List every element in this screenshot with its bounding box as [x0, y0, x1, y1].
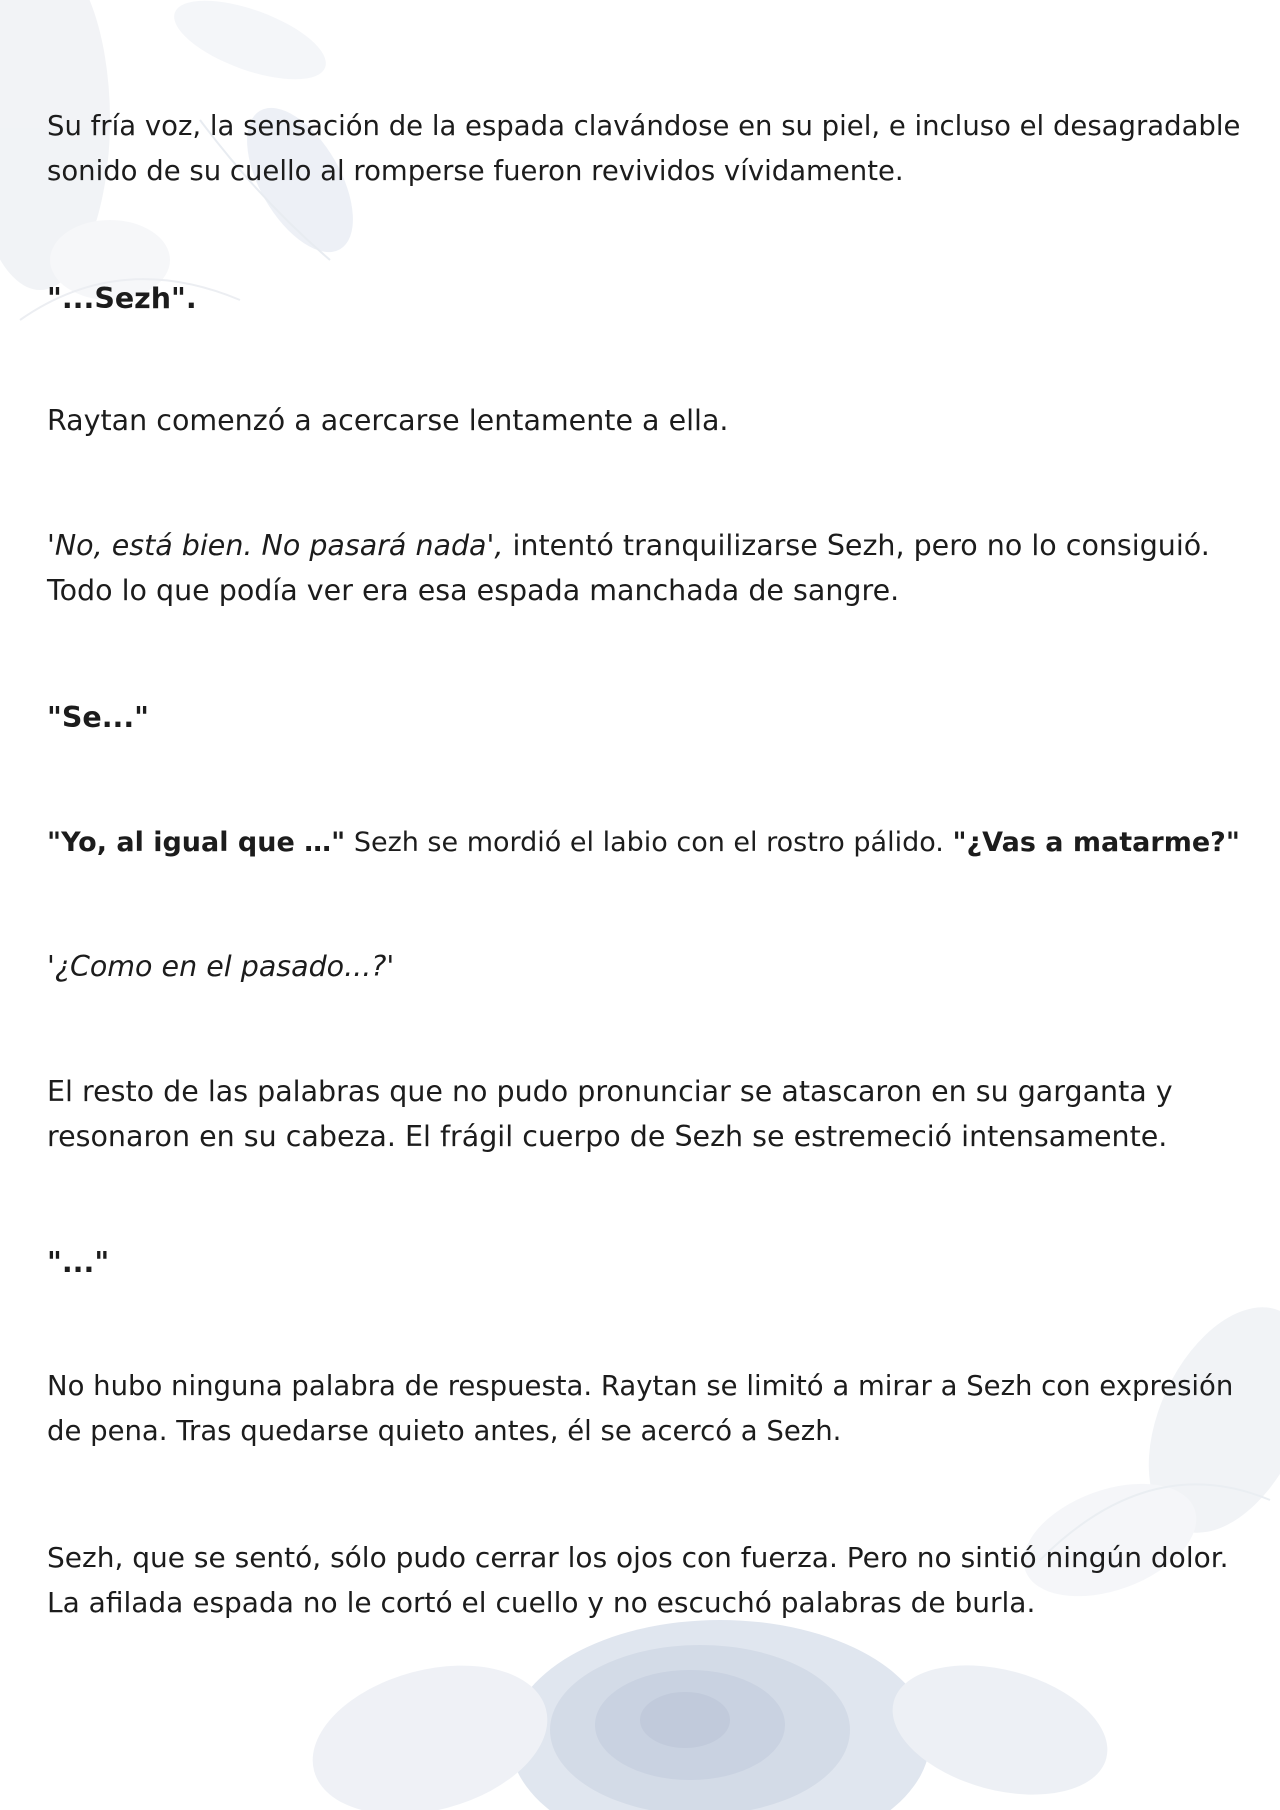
text-span: sonido de su cuello al romperse fueron revividos vívidamente.	[47, 155, 904, 187]
text-span: El resto de las palabras que no pudo pronunciar se atascaron en su garganta y	[47, 1075, 1173, 1108]
paragraph-1	[47, 104, 1240, 194]
paragraph-9	[47, 1240, 109, 1285]
paragraph-2	[47, 276, 197, 321]
paragraph-6	[47, 820, 1240, 865]
text-span: Su fría voz, la sensación de la espada clavándose en su piel, e incluso el desagradable	[47, 110, 1241, 142]
dialogue-bold: "..."	[47, 1246, 110, 1279]
text-span: Todo lo que podía ver era esa espada manchada de sangre.	[47, 574, 900, 607]
thought-italic: '¿Como en el pasado...?'	[47, 950, 395, 983]
dialogue-bold: "Se..."	[47, 701, 150, 734]
paragraph-8	[47, 1069, 1173, 1159]
dialogue-bold: "Yo, al igual que …"	[47, 827, 346, 858]
paragraph-7	[47, 944, 394, 989]
dialogue-bold: "¿Vas a matarme?"	[952, 827, 1240, 858]
paragraph-3	[47, 398, 728, 443]
paragraph-10	[47, 1364, 1233, 1454]
paragraph-5	[47, 695, 149, 740]
text-span: La afilada espada no le cortó el cuello y no escuchó palabras de burla.	[47, 1586, 1036, 1619]
text-span: No hubo ninguna palabra de respuesta. Raytan se limitó a mirar a Sezh con expresión	[47, 1370, 1234, 1402]
dialogue-bold: "...Sezh".	[47, 282, 197, 315]
text-span: resonaron en su cabeza. El frágil cuerpo de Sezh se estremeció intensamente.	[47, 1120, 1168, 1153]
text-span: intentó tranquilizarse Sezh, pero no lo consiguió.	[503, 529, 1210, 562]
text-span: Sezh se mordió el labio con el rostro pálido.	[345, 827, 953, 858]
thought-italic: 'No, está bien. No pasará nada',	[47, 529, 504, 562]
paragraph-4	[47, 523, 1210, 613]
text-span: de pena. Tras quedarse quieto antes, él se acercó a Sezh.	[47, 1415, 842, 1447]
paragraph-11	[47, 1535, 1229, 1625]
text-span: Raytan comenzó a acercarse lentamente a ella.	[47, 404, 729, 437]
text-span: Sezh, que se sentó, sólo pudo cerrar los ojos con fuerza. Pero no sintió ningún dolor.	[47, 1541, 1229, 1574]
